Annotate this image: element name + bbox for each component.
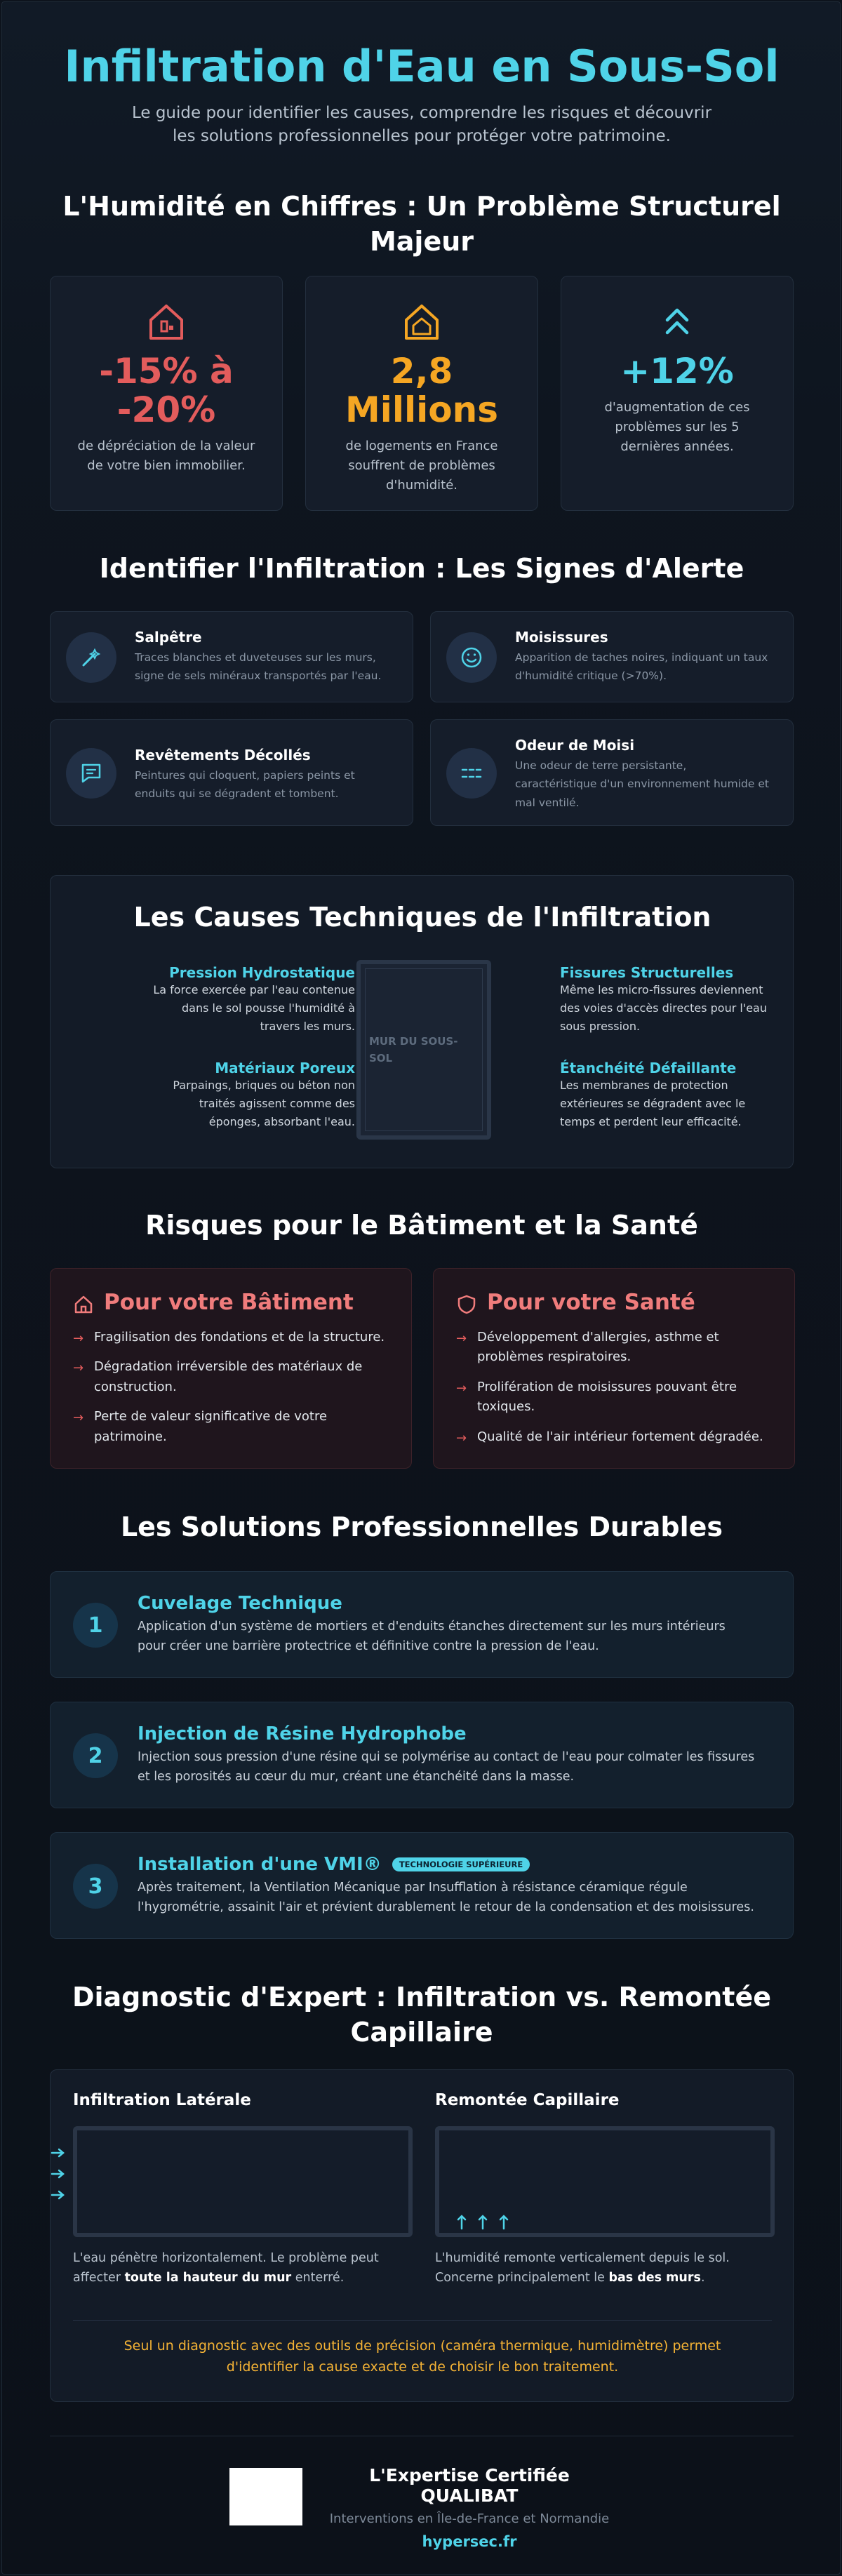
causes-panel bbox=[50, 875, 794, 1168]
stat-desc-line: d'augmentation de ces bbox=[604, 400, 750, 415]
sign-title: Moisissures bbox=[515, 629, 608, 646]
causes-heading: Les Causes Techniques de l'Infiltration bbox=[133, 902, 711, 933]
stat-description bbox=[306, 436, 537, 495]
stat-value-line: Millions bbox=[345, 389, 499, 430]
diag-desc-line bbox=[73, 2268, 417, 2288]
cause-desc-line: temps et perdent leur efficacité. bbox=[560, 1114, 742, 1128]
solution-desc-line: Après traitement, la Ventilation Mécanique par Insufflation à résistance céramique régule bbox=[138, 1881, 688, 1895]
arrow-right-icon: → bbox=[73, 1410, 84, 1426]
risk-item bbox=[456, 1377, 779, 1417]
arrow-right-icon: → bbox=[456, 1380, 467, 1396]
sign-desc-line: Traces blanches et duveteuses sur les murs, bbox=[135, 651, 376, 664]
diagnostic-title: Remontée Capillaire bbox=[435, 2091, 620, 2109]
dashes-icon bbox=[446, 748, 497, 799]
note-line: d'identifier la cause exacte et de choisir le bon traitement. bbox=[226, 2359, 619, 2375]
risk-item-line: Qualité de l'air intérieur fortement dégradée. bbox=[477, 1429, 763, 1444]
solution-title: Injection de Résine Hydrophobe bbox=[138, 1723, 467, 1744]
wand-icon bbox=[66, 632, 116, 683]
basement-wall bbox=[356, 960, 491, 1140]
sign-card bbox=[50, 719, 413, 826]
risk-item bbox=[73, 1328, 396, 1347]
wall-label bbox=[369, 1033, 458, 1067]
solution-title-row bbox=[138, 1854, 530, 1875]
cause-desc-line: éponges, absorbant l'eau. bbox=[208, 1114, 355, 1128]
sign-title: Revêtements Décollés bbox=[135, 747, 311, 763]
cause-title: Étanchéité Défaillante bbox=[560, 1060, 737, 1076]
solution-title: Cuvelage Technique bbox=[138, 1593, 342, 1614]
house-outline-icon bbox=[73, 1294, 94, 1318]
sign-description bbox=[135, 766, 355, 803]
stat-value-line: 2,8 bbox=[390, 351, 453, 392]
sign-desc-line: caractéristique d'un environnement humide et bbox=[515, 778, 769, 791]
sign-description bbox=[515, 648, 768, 686]
risk-item-line: Dégradation irréversible des matériaux de bbox=[94, 1359, 363, 1375]
wall-label-line: MUR DU SOUS- bbox=[369, 1035, 458, 1048]
cause-desc-line: sous pression. bbox=[560, 1019, 641, 1033]
message-icon bbox=[66, 748, 116, 799]
solution-description bbox=[138, 1617, 776, 1656]
arrow-right-icon: → bbox=[73, 1331, 84, 1346]
cause-desc-line: traités agissent comme des bbox=[199, 1096, 355, 1110]
stat-card bbox=[561, 276, 794, 511]
capillary-rise-diagram bbox=[435, 2126, 775, 2237]
solution-number: 3 bbox=[73, 1864, 118, 1909]
diagnostic-description bbox=[73, 2248, 417, 2288]
cause-desc-line: travers les murs. bbox=[260, 1019, 355, 1033]
diagnostic-panel bbox=[50, 2069, 794, 2402]
cause-desc-line: Même les micro-fissures deviennent bbox=[560, 983, 763, 996]
solution-title: Installation d'une VMI® bbox=[138, 1854, 382, 1875]
risk-item-line: Fragilisation des fondations et de la structure. bbox=[94, 1330, 385, 1344]
sign-desc-line: d'humidité critique (>70%). bbox=[515, 669, 667, 683]
diag-desc-line bbox=[435, 2268, 779, 2288]
stat-desc-line: problèmes sur les 5 bbox=[615, 419, 740, 434]
house-icon bbox=[51, 300, 282, 344]
cause-description bbox=[560, 1076, 784, 1131]
cause-description bbox=[116, 1076, 355, 1131]
cause-item bbox=[560, 1060, 784, 1131]
cause-desc-line: Les membranes de protection bbox=[560, 1079, 728, 1092]
risk-item-line: construction. bbox=[94, 1379, 177, 1394]
cause-desc-line: extérieures se dégradent avec le bbox=[560, 1096, 746, 1110]
cause-item bbox=[116, 964, 355, 1036]
stat-value-line: -20% bbox=[116, 389, 216, 430]
text-emphasis: toute la hauteur du mur bbox=[124, 2271, 292, 2285]
solution-card bbox=[50, 1832, 794, 1939]
stat-desc-line: de logements en France bbox=[345, 439, 498, 453]
risk-item-line: toxiques. bbox=[477, 1399, 535, 1415]
solution-desc-line: et les porosités au cœur du mur, créant une étanchéité dans la masse. bbox=[138, 1770, 575, 1784]
solution-desc-line: Application d'un système de mortiers et d'enduits étanches directement sur les murs intérieurs bbox=[138, 1620, 726, 1634]
diag-desc-line: L'humidité remonte verticalement depuis le sol. bbox=[435, 2251, 730, 2265]
cause-item bbox=[560, 964, 784, 1036]
stat-value-line: -15% à bbox=[99, 351, 234, 392]
stat-desc-line: de votre bien immobilier. bbox=[87, 458, 246, 473]
diagnostic-heading bbox=[2, 1980, 841, 2050]
risks-heading: Risques pour le Bâtiment et la Santé bbox=[145, 1210, 698, 1241]
sign-desc-line: Une odeur de terre persistante, bbox=[515, 759, 687, 772]
solution-number: 2 bbox=[73, 1733, 118, 1778]
arrow-right-icon: → bbox=[456, 1430, 467, 1446]
text-span: . bbox=[700, 2271, 705, 2285]
risk-item bbox=[456, 1328, 779, 1368]
stat-description bbox=[561, 398, 793, 457]
text-span: Concerne principalement le bbox=[435, 2271, 609, 2285]
sign-desc-line: Peintures qui cloquent, papiers peints et bbox=[135, 769, 355, 782]
heading-line: Majeur bbox=[369, 226, 474, 258]
solution-card bbox=[50, 1571, 794, 1678]
cause-title: Pression Hydrostatique bbox=[169, 964, 355, 981]
signs-heading: Identifier l'Infiltration : Les Signes d'Alerte bbox=[99, 553, 744, 584]
page-title: Infiltration d'Eau en Sous-Sol bbox=[64, 41, 780, 92]
diagnostic-note bbox=[51, 2335, 794, 2378]
cause-title: Fissures Structurelles bbox=[560, 964, 734, 981]
cause-title: Matériaux Poreux bbox=[215, 1060, 355, 1076]
page-subtitle bbox=[2, 102, 841, 149]
heading-line: Capillaire bbox=[350, 2017, 493, 2048]
risk-item-line: problèmes respiratoires. bbox=[477, 1349, 632, 1365]
stat-value bbox=[51, 352, 282, 429]
diagnostic-description bbox=[435, 2248, 779, 2288]
stat-desc-line: dernières années. bbox=[620, 439, 734, 454]
arrow-right-icon: → bbox=[73, 1361, 84, 1376]
stats-heading bbox=[2, 189, 841, 259]
home-icon bbox=[306, 300, 537, 344]
solution-number: 1 bbox=[73, 1603, 118, 1648]
sign-description bbox=[135, 648, 381, 686]
sign-card bbox=[430, 719, 794, 826]
stat-desc-line: de dépréciation de la valeur bbox=[77, 439, 255, 453]
solution-desc-line: Injection sous pression d'une résine qui se polymérise au contact de l'eau pour colmater les fissures bbox=[138, 1750, 755, 1764]
cause-desc-line: Parpaings, briques ou béton non bbox=[173, 1079, 355, 1092]
cause-description bbox=[560, 981, 784, 1036]
wall-label-line: SOL bbox=[369, 1052, 393, 1065]
divider bbox=[73, 2320, 772, 2321]
solution-description bbox=[138, 1878, 783, 1917]
cause-desc-line: La force exercée par l'eau contenue bbox=[153, 983, 355, 996]
page-frame bbox=[1, 1, 841, 2575]
footer-text bbox=[322, 2465, 617, 2550]
sign-desc-line: signe de sels minéraux transportés par l'eau. bbox=[135, 669, 382, 683]
text-span: enterré. bbox=[291, 2271, 345, 2285]
risk-title: Pour votre Santé bbox=[487, 1290, 695, 1315]
sign-title: Salpêtre bbox=[135, 629, 202, 646]
solution-description bbox=[138, 1747, 776, 1787]
stat-desc-line: d'humidité. bbox=[385, 477, 457, 493]
sign-card bbox=[50, 611, 413, 702]
diagnostic-title: Infiltration Latérale bbox=[73, 2091, 251, 2109]
note-line: Seul un diagnostic avec des outils de précision (caméra thermique, humidimètre) permet bbox=[123, 2338, 721, 2354]
stat-desc-line: souffrent de problèmes bbox=[348, 458, 495, 473]
subtitle-line: les solutions professionnelles pour protéger votre patrimoine. bbox=[173, 127, 671, 146]
upward-arrows-icon bbox=[456, 2213, 519, 2233]
sign-desc-line: mal ventilé. bbox=[515, 796, 580, 809]
chevrons-up-icon bbox=[561, 300, 793, 344]
stat-card bbox=[305, 276, 538, 511]
building-risk-card bbox=[50, 1268, 412, 1469]
risk-title: Pour votre Bâtiment bbox=[104, 1290, 354, 1315]
solution-desc-line: pour créer une barrière protectrice et définitive contre la pression de l'eau. bbox=[138, 1639, 599, 1653]
cause-item bbox=[116, 1060, 355, 1131]
health-risk-card bbox=[433, 1268, 795, 1469]
risk-list bbox=[73, 1328, 396, 1447]
solution-desc-line: l'hygrométrie, assainit l'air et prévient durablement le retour de la condensation et des moisissures. bbox=[138, 1900, 754, 1914]
stat-card bbox=[50, 276, 283, 511]
text-span: affecter bbox=[73, 2271, 125, 2285]
risk-list bbox=[456, 1328, 779, 1447]
heading-line: Diagnostic d'Expert : Infiltration vs. Remontée bbox=[72, 1982, 772, 2013]
smile-icon bbox=[446, 632, 497, 683]
technology-badge: TECHNOLOGIE SUPÉRIEURE bbox=[392, 1857, 530, 1871]
solution-card bbox=[50, 1702, 794, 1808]
footer-title: L'Expertise Certifiée QUALIBAT bbox=[369, 2465, 570, 2506]
sign-desc-line: Apparition de taches noires, indiquant un taux bbox=[515, 651, 768, 664]
stat-description bbox=[51, 436, 282, 476]
subtitle-line: Le guide pour identifier les causes, comprendre les risques et découvrir bbox=[131, 104, 712, 122]
footer-link[interactable]: hypersec.fr bbox=[422, 2533, 517, 2550]
text-emphasis: bas des murs bbox=[608, 2271, 701, 2285]
risk-item bbox=[73, 1407, 396, 1447]
sign-desc-line: enduits qui se dégradent et tombent. bbox=[135, 787, 339, 801]
risk-item-line: Perte de valeur significative de votre bbox=[94, 1409, 328, 1424]
risk-item-line: Développement d'allergies, asthme et bbox=[477, 1330, 719, 1344]
qualibat-logo bbox=[229, 2468, 302, 2525]
stat-value: +12% bbox=[620, 351, 734, 392]
cause-description bbox=[116, 981, 355, 1036]
lateral-infiltration-diagram bbox=[73, 2126, 413, 2237]
shield-icon bbox=[456, 1294, 477, 1318]
stat-value bbox=[306, 352, 537, 429]
sign-title: Odeur de Moisi bbox=[515, 737, 635, 754]
sign-description bbox=[515, 756, 769, 812]
arrow-right-icon: → bbox=[456, 1331, 467, 1346]
heading-line: L'Humidité en Chiffres : Un Problème Structurel bbox=[62, 191, 781, 222]
risk-item bbox=[73, 1357, 396, 1397]
footer-subtitle: Interventions en Île-de-France et Normandie bbox=[329, 2511, 610, 2526]
sign-card bbox=[430, 611, 794, 702]
risk-item bbox=[456, 1427, 779, 1447]
diag-desc-line: L'eau pénètre horizontalement. Le problème peut bbox=[73, 2251, 379, 2265]
cause-desc-line: des voies d'accès directes pour l'eau bbox=[560, 1001, 767, 1015]
lateral-arrows-icon bbox=[51, 2147, 72, 2206]
cause-desc-line: dans le sol pousse l'humidité à bbox=[181, 1001, 355, 1015]
solutions-heading: Les Solutions Professionnelles Durables bbox=[120, 1511, 723, 1542]
risk-item-line: patrimoine. bbox=[94, 1429, 167, 1444]
risk-item-line: Prolifération de moisissures pouvant être bbox=[477, 1379, 737, 1394]
